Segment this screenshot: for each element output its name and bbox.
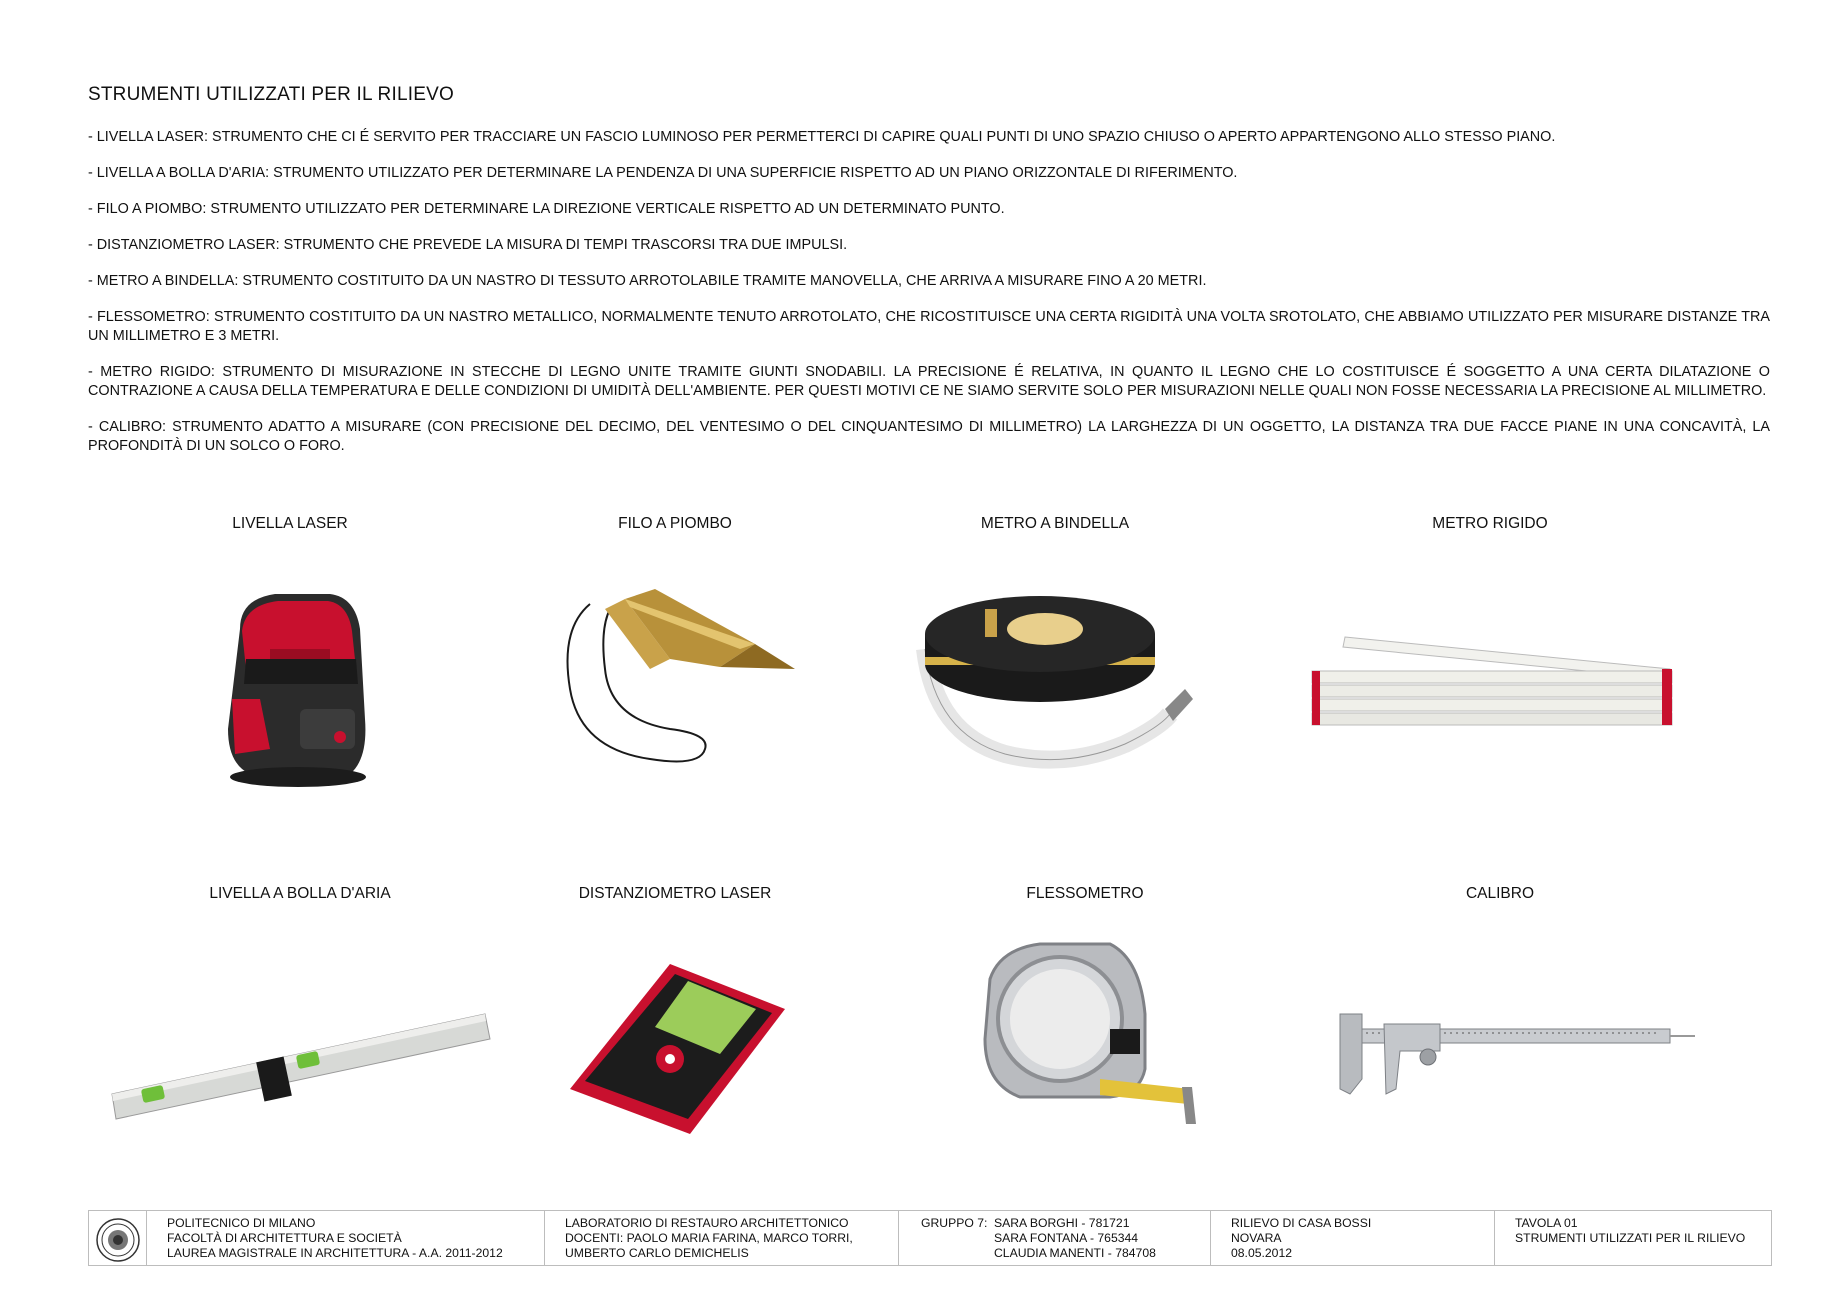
caliper-image [1300, 919, 1700, 1179]
tool-livella-laser [180, 515, 400, 815]
group-member: CLAUDIA MANENTI - 784708 [994, 1246, 1156, 1260]
tool-label: CALIBRO [1465, 885, 1535, 902]
plumb-bob-image [550, 549, 800, 809]
tool-label: DISTANZIOMETRO LASER [578, 885, 772, 902]
project-date: 08.05.2012 [1231, 1246, 1292, 1260]
description-metro-a-bindella: - METRO A BINDELLA: STRUMENTO COSTITUITO DA UN NASTRO DI TESSUTO ARROTOLABILE TRAMITE MANOVELLA, CHE ARRIVA A MISURARE FINO A 20 METRI. [88, 273, 1207, 289]
description-distanziometro-laser: - DISTANZIOMETRO LASER: STRUMENTO CHE PREVEDE LA MISURA DI TEMPI TRASCORSI TRA DUE IMPULSI. [88, 237, 848, 253]
degree-name: LAUREA MAGISTRALE IN ARCHITETTURA - A.A. 2011-2012 [167, 1246, 503, 1260]
description-livella-laser: - LIVELLA LASER: STRUMENTO CHE CI É SERVITO PER TRACCIARE UN FASCIO LUMINOSO PER PERMETTERCI DI CAPIRE QUALI PUNTI DI UNO SPAZIO CHIUSO O APERTO APPARTENGONO ALLO STESSO PIANO. [88, 129, 1556, 145]
sheet-number: TAVOLA 01 [1515, 1216, 1578, 1230]
tool-filo-a-piombo [550, 515, 800, 815]
group-member: SARA FONTANA - 765344 [994, 1231, 1139, 1245]
description-livella-a-bolla: - LIVELLA A BOLLA D'ARIA: STRUMENTO UTILIZZATO PER DETERMINARE LA PENDENZA DI UNA SUPERFICIE RISPETTO AD UN PIANO ORIZZONTALE DI RIFERIMENTO. [88, 165, 1238, 181]
sheet-title: STRUMENTI UTILIZZATI PER IL RILIEVO [1515, 1231, 1746, 1245]
tool-metro-rigido [1300, 515, 1680, 815]
title-block [88, 1210, 1772, 1266]
tool-flessometro [960, 885, 1210, 1185]
measuring-tape-reel-image [915, 549, 1195, 809]
tape-measure-image [960, 919, 1210, 1179]
laser-distance-meter-image [560, 919, 790, 1179]
tool-livella-a-bolla [100, 885, 500, 1185]
description-flessometro: - FLESSOMETRO: STRUMENTO COSTITUITO DA UN NASTRO METALLICO, NORMALMENTE TENUTO ARROTOLATO, CHE RICOSTITUISCE UNA CERTA RIGIDITÀ UNA VOLTA SROTOLATO, CHE ABBIAMO UTILIZZATO PER MISURARE DISTANZE TRA UN MILLIMETRO E 3 METRI. [88, 309, 1770, 344]
tool-label: LIVELLA A BOLLA D'ARIA [209, 885, 391, 902]
project-cell [1211, 1211, 1495, 1265]
course-teachers-cont: UMBERTO CARLO DEMICHELIS [565, 1246, 749, 1260]
tool-metro-a-bindella [915, 515, 1195, 815]
project-title: RILIEVO DI CASA BOSSI [1231, 1216, 1372, 1230]
descriptions-block [88, 128, 1770, 473]
description-filo-a-piombo: - FILO A PIOMBO: STRUMENTO UTILIZZATO PER DETERMINARE LA DIREZIONE VERTICALE RISPETTO AD UN DETERMINATO PUNTO. [88, 201, 1005, 217]
course-name: LABORATORIO DI RESTAURO ARCHITETTONICO [565, 1216, 849, 1230]
tool-distanziometro-laser [560, 885, 790, 1185]
university-cell [147, 1211, 545, 1265]
tool-label: METRO RIGIDO [1432, 515, 1548, 532]
logo-cell [89, 1211, 147, 1265]
description-calibro: - CALIBRO: STRUMENTO ADATTO A MISURARE (CON PRECISIONE DEL DECIMO, DEL VENTESIMO O DEL CINQUANTESIMO DI MILLIMETRO) LA LARGHEZZA DI UN OGGETTO, LA DISTANZA TRA DUE FACCE PIANE IN UNA CONCAVITÀ, LA PROFONDITÀ DI UN SOLCO O FORO. [88, 419, 1770, 454]
group-label: GRUPPO 7: [921, 1216, 988, 1230]
laser-level-image [180, 549, 400, 809]
tool-calibro [1300, 885, 1700, 1185]
politecnico-seal-icon [89, 1216, 147, 1264]
page-title: STRUMENTI UTILIZZATI PER IL RILIEVO [88, 84, 454, 105]
sheet-cell [1495, 1211, 1771, 1265]
tool-label: FILO A PIOMBO [618, 515, 732, 532]
tool-label: FLESSOMETRO [1026, 885, 1144, 902]
course-cell [545, 1211, 899, 1265]
tool-label: LIVELLA LASER [232, 515, 348, 532]
folding-ruler-image [1300, 549, 1680, 809]
group-cell [899, 1211, 1211, 1265]
project-city: NOVARA [1231, 1231, 1282, 1245]
tool-label: METRO A BINDELLA [980, 515, 1130, 532]
description-metro-rigido: - METRO RIGIDO: STRUMENTO DI MISURAZIONE IN STECCHE DI LEGNO UNITE TRAMITE GIUNTI SNODABILI. LA PRECISIONE É RELATIVA, IN QUANTO IL LEGNO CHE LO COSTITUISCE É SOGGETTO A UNA CERTA DILATAZIONE O CONTRAZIONE A CAUSA DELLA TEMPERATURA E DELLE CONDIZIONI DI UMIDITÀ DELL'AMBIENTE. PER QUESTI MOTIVI CE NE SIAMO SERVITE SOLO PER MISURAZIONI NELLE QUALI NON FOSSE NECESSARIA LA PRECISIONE AL MILLIMETRO. [88, 364, 1770, 399]
group-member: SARA BORGHI - 781721 [994, 1216, 1130, 1230]
course-teachers: DOCENTI: PAOLO MARIA FARINA, MARCO TORRI, [565, 1231, 853, 1245]
university-name: POLITECNICO DI MILANO [167, 1216, 316, 1230]
spirit-level-image [100, 919, 500, 1179]
faculty-name: FACOLTÀ DI ARCHITETTURA E SOCIETÀ [167, 1231, 402, 1245]
